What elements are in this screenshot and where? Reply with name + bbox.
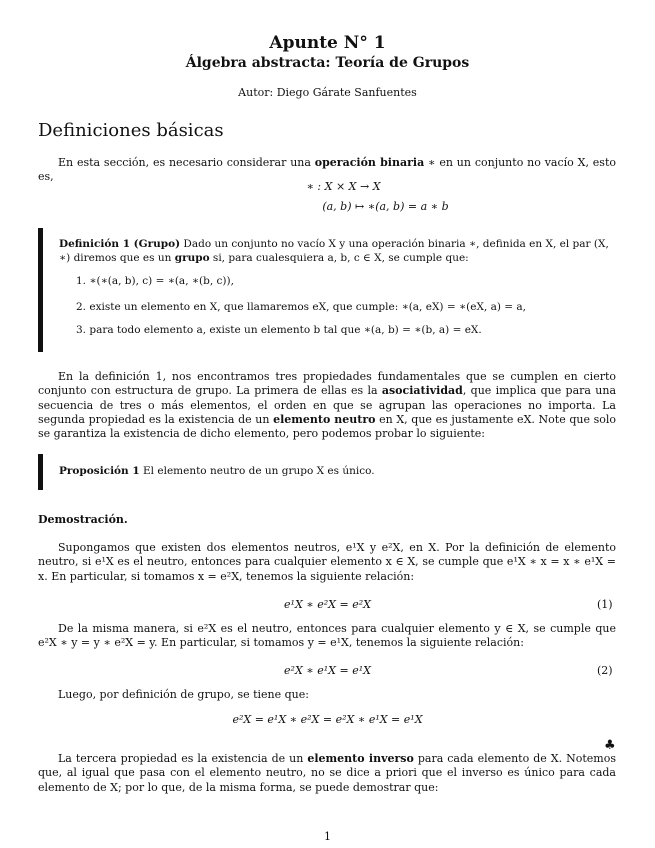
definition-label: Definición 1 (Grupo) [59, 238, 181, 250]
equation-2-number: (2) [597, 664, 613, 677]
definition-bar [38, 228, 43, 352]
proof-para3-text: Luego, por definición de grupo, se tiene que: [58, 688, 309, 701]
document-subtitle: Álgebra abstracta: Teoría de Grupos [185, 55, 470, 71]
paragraph-inverse [38, 752, 616, 795]
equation-2: e²X ∗ e¹X = e¹X [284, 664, 371, 677]
paragraph2-bold-a: asociatividad [381, 384, 463, 398]
display-map-line-2: (a, b) ↦ ∗(a, b) = a ∗ b [322, 200, 449, 213]
proof-para2-text: De la misma manera, si e²X es el neutro, entonces para cualquier elemento y ∈ X, se cumple que e²X ∗ y = y ∗ e²X = y. En particular, si tomamos y = e¹X, tenemos la siguiente relación: [38, 622, 616, 650]
proposition-text [59, 464, 619, 478]
paragraph2-text-a: En la definición 1, nos encontramos tres propiedades fundamentales que se cumplen en cierto conjunto con estructura de grupo. La primera de ellas es la [38, 370, 616, 398]
section-heading: Definiciones básicas [38, 120, 224, 141]
definition-item-2: 2. existe un elemento en X, que llamaremos eX, que cumple: ∗(a, eX) = ∗(eX, a) = a, [76, 301, 527, 313]
proposition-body: El elemento neutro de un grupo X es único. [139, 465, 375, 477]
proposition-bar [38, 454, 43, 490]
definition-text [59, 237, 619, 265]
page-number: 1 [324, 830, 331, 843]
display-map-line-1: ∗ : X × X → X [306, 180, 381, 193]
intro-text-a: En esta sección, es necesario considerar una [58, 156, 315, 169]
definition-text-a: Dado un conjunto no vacío X y una operación binaria ∗, definida en X, el par (X, ∗) diremos que es un [59, 238, 609, 264]
equation-3: e²X = e¹X ∗ e²X = e²X ∗ e¹X = e¹X [232, 713, 423, 726]
proof-para1-text: Supongamos que existen dos elementos neutros, e¹X y e²X, en X. Por la definición de elemento neutro, si e¹X es el neutro, entonces para cualquier elemento x ∈ X, se cumple que e¹X ∗ x = x ∗ e¹X = x. En particular, si tomamos x = e²X, tenemos la siguiente relación: [38, 541, 616, 583]
definition-item-1: 1. ∗(∗(a, b), c) = ∗(a, ∗(b, c)), [76, 275, 234, 287]
document-author: Autor: Diego Gárate Sanfuentes [238, 86, 417, 99]
intro-bold-term: operación binaria [314, 156, 425, 169]
paragraph3-text-a: La tercera propiedad es la existencia de un [58, 752, 308, 765]
paragraph2-bold-b: elemento neutro [273, 412, 376, 426]
equation-1-number: (1) [597, 598, 613, 611]
qed-club-icon: ♣ [604, 738, 616, 753]
definition-item-3: 3. para todo elemento a, existe un elemento b tal que ∗(a, b) = ∗(b, a) = eX. [76, 324, 482, 336]
paragraph-properties [38, 370, 616, 441]
proof-paragraph-2 [38, 622, 616, 651]
proof-paragraph-1 [38, 541, 616, 584]
paragraph2-text-b: , que implica que para una secuencia de tres o más elementos, el orden en que se agrupan las operaciones no importa. La segunda propiedad es la existencia de un [38, 384, 616, 426]
proof-paragraph-3 [38, 688, 616, 702]
paragraph2-text-c: en X, que es justamente eX. Note que solo se garantiza la existencia de dicho elemento, pero podemos probar lo siguiente: [38, 412, 617, 441]
document-title: Apunte N° 1 [269, 33, 386, 53]
definition-bold-term: grupo [174, 252, 210, 264]
paragraph3-bold: elemento inverso [307, 752, 414, 765]
proposition-label: Proposición 1 [59, 465, 140, 477]
definition-text-b: si, para cualesquiera a, b, c ∈ X, se cumple que: [209, 252, 469, 264]
paragraph3-text-b: para cada elemento de X. Notemos que, al igual que pasa con el elemento neutro, no se dice a priori que el inverso es único para cada elemento de X; por lo que, de la misma forma, se puede demostrar que: [38, 752, 616, 794]
equation-1: e¹X ∗ e²X = e²X [284, 598, 371, 611]
intro-text-b: ∗ en un conjunto no vacío X, esto es, [38, 156, 616, 184]
proof-title: Demostración. [38, 513, 128, 526]
